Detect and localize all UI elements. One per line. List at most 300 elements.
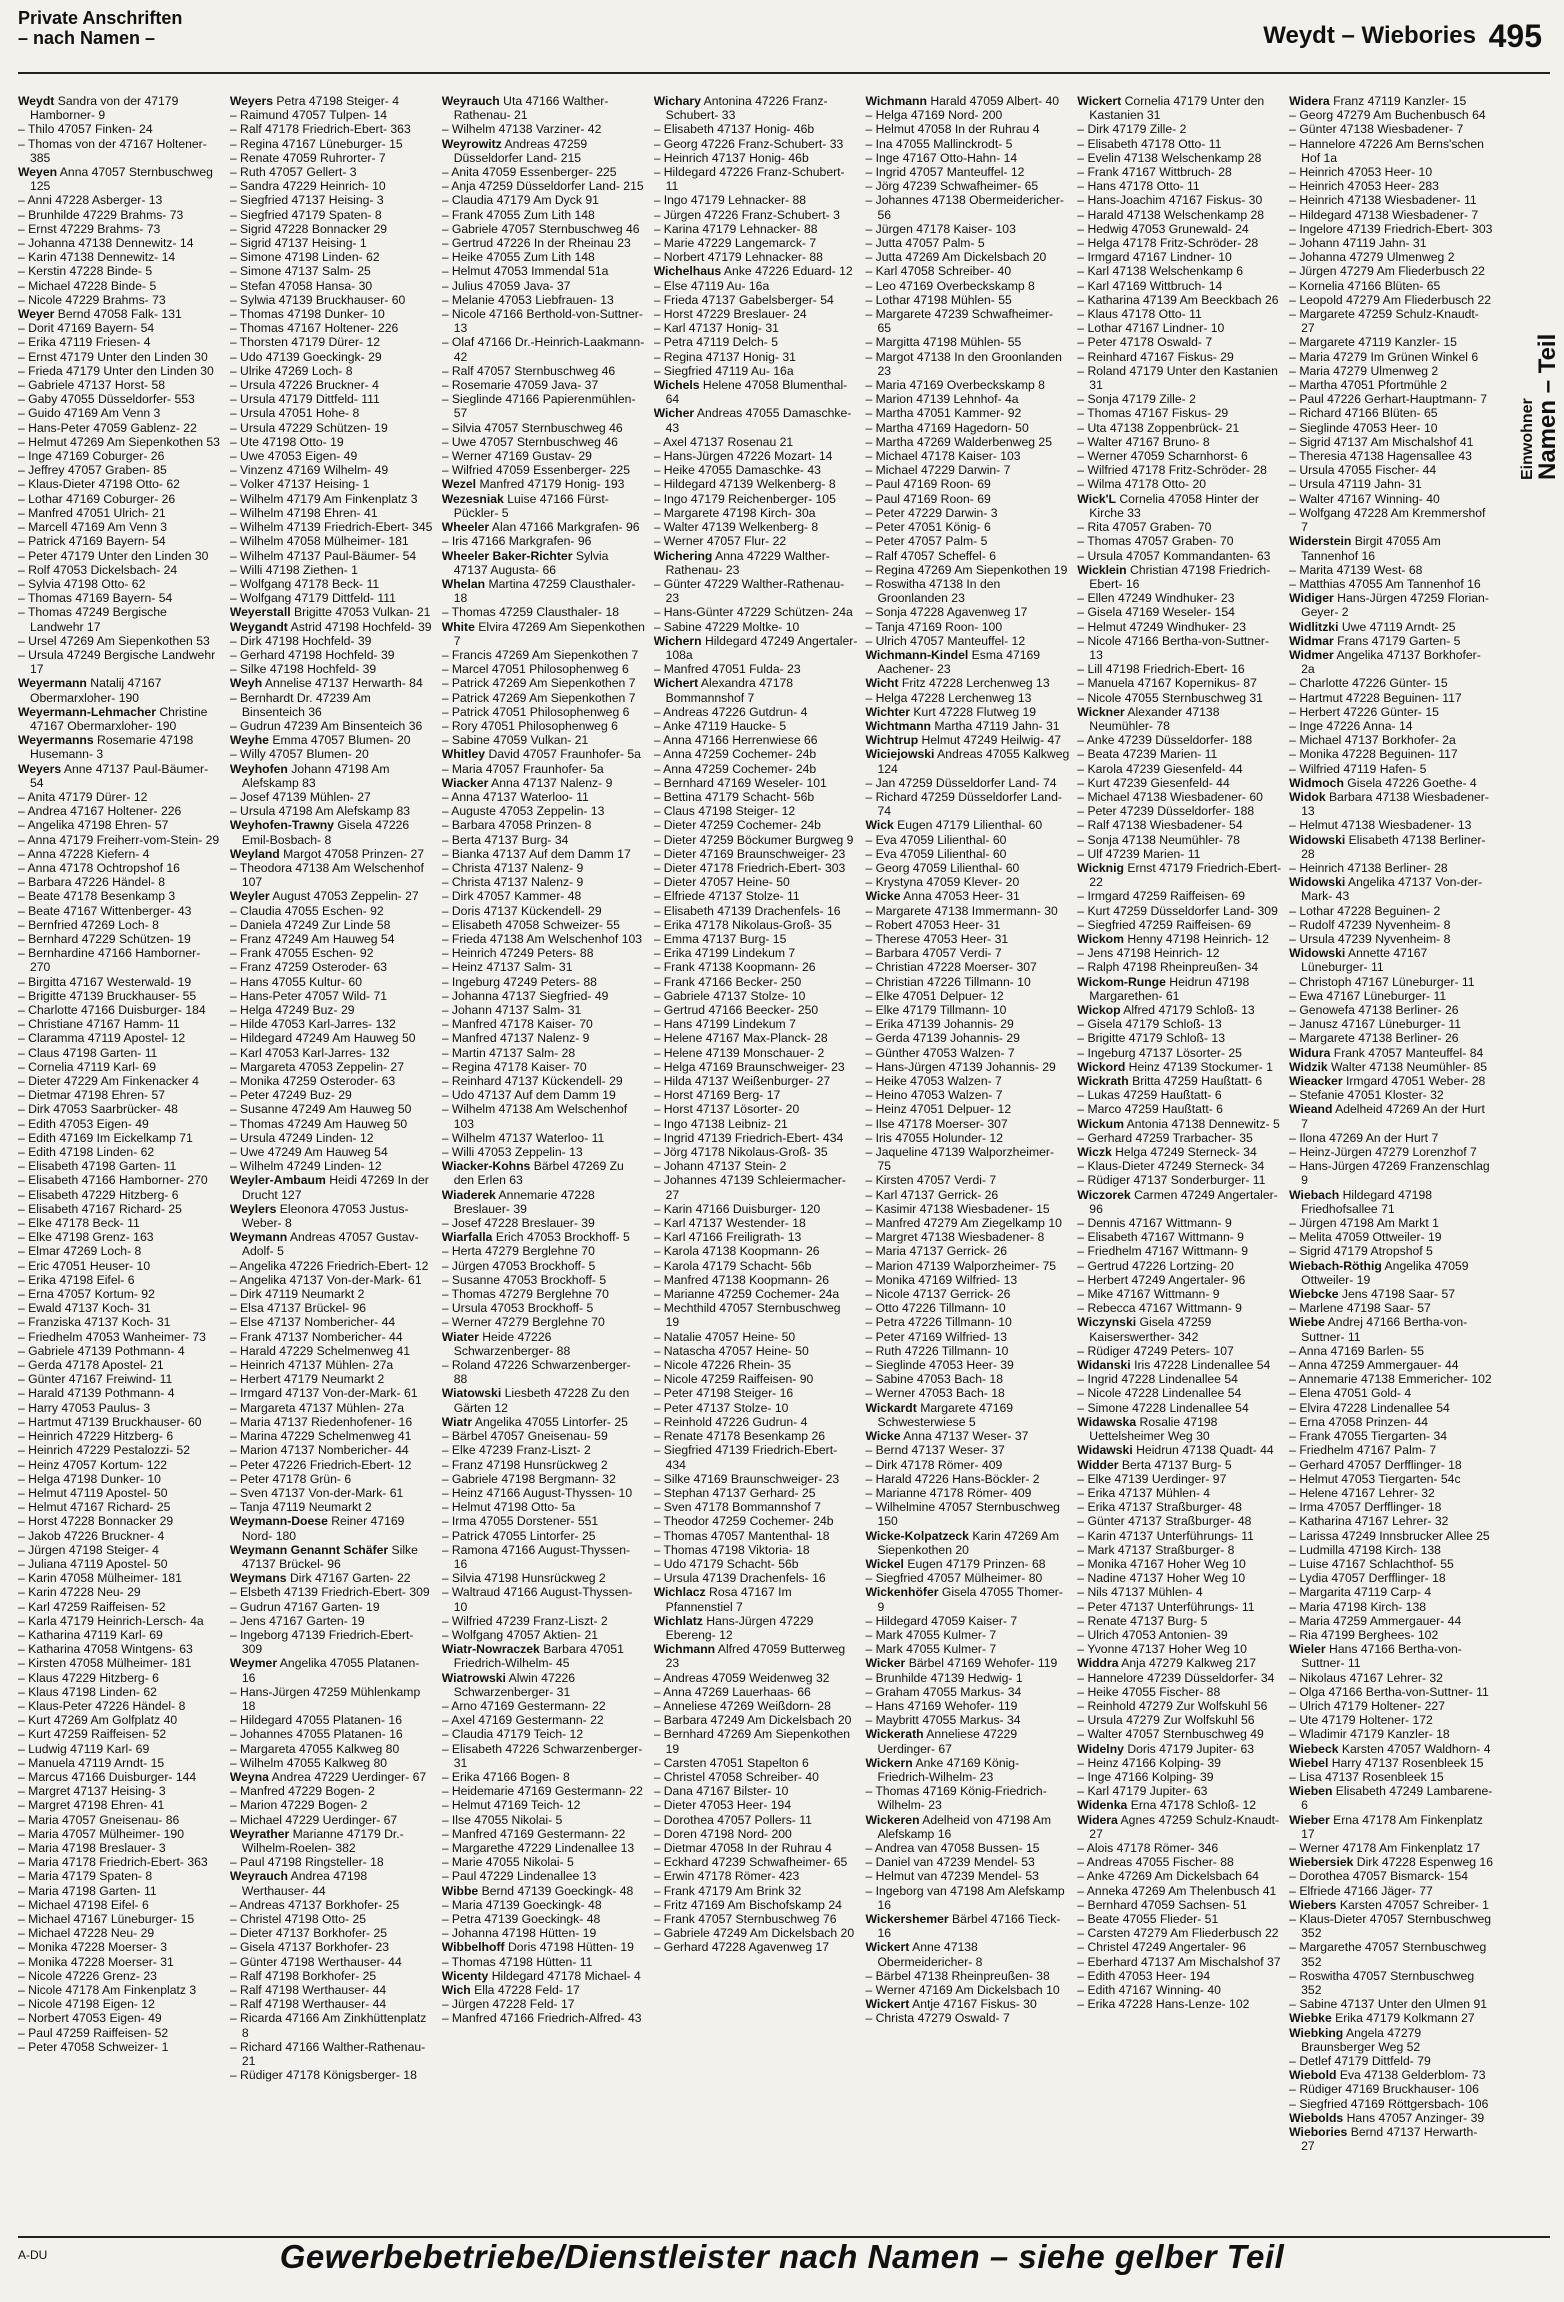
surname: Wickert — [865, 1940, 910, 1955]
listing-entry — [1077, 534, 1281, 548]
listing-entry — [865, 1784, 1069, 1812]
listing-entry — [1289, 1614, 1493, 1628]
entry-details: Barbara 47051 Friedrich-Wilhelm- 45 — [453, 1642, 624, 1671]
listing-entry — [442, 94, 646, 122]
listing-entry — [865, 1330, 1069, 1344]
surname: Wibbelhoff — [441, 1940, 505, 1955]
entry-details: – Erika 47166 Bogen- 8 — [441, 1769, 570, 1784]
listing-entry — [654, 1202, 858, 1216]
listing-entry — [18, 1912, 222, 1926]
listing-entry — [654, 1088, 858, 1102]
listing-entry — [442, 918, 646, 932]
surname: Widowski — [1289, 875, 1346, 890]
listing-entry — [1077, 747, 1281, 761]
entry-details: – Emma 47137 Burg- 15 — [653, 931, 787, 946]
listing-entry — [1289, 1813, 1493, 1841]
listing-entry — [865, 1614, 1069, 1628]
listing-entry — [865, 733, 1069, 747]
entry-details: – Karl 47053 Karl-Jarres- 132 — [229, 1045, 390, 1060]
surname: Weygandt — [229, 619, 288, 634]
entry-details: – Ingeburg 47249 Peters- 88 — [441, 974, 597, 989]
listing-entry — [865, 932, 1069, 946]
entry-details: Christine 47167 Obermarxloher- 190 — [30, 704, 208, 733]
entry-details: – Johannes 47139 Schleiermacher- 27 — [653, 1173, 846, 1202]
entry-details: – Renate 47178 Besenkamp 26 — [653, 1429, 826, 1444]
entry-details: – Walter 47167 Winning- 40 — [1289, 491, 1440, 506]
entry-details: – Christa 47137 Nalenz- 9 — [441, 860, 584, 875]
listing-entry — [1289, 1699, 1493, 1713]
listing-entry — [1077, 94, 1281, 122]
entry-details: – Irmgard 47137 Von-der-Mark- 61 — [229, 1386, 418, 1401]
surname: Widowski — [1289, 946, 1346, 961]
listing-entry — [442, 1642, 646, 1670]
listing-entry — [865, 1940, 1069, 1968]
listing-entry — [865, 1841, 1069, 1855]
listing-entry — [230, 94, 434, 108]
listing-entry — [1077, 1571, 1281, 1585]
listing-entry — [18, 1244, 222, 1258]
listing-entry — [865, 691, 1069, 705]
listing-entry — [654, 719, 858, 733]
listing-entry — [865, 861, 1069, 875]
listing-entry — [865, 1046, 1069, 1060]
surname: Weyrather — [229, 1826, 290, 1841]
listing-entry — [1289, 2125, 1493, 2153]
listing-entry — [230, 492, 434, 506]
listing-entry — [18, 421, 222, 435]
listing-entry — [865, 307, 1069, 335]
entry-details: – Ilse 47178 Moerser- 307 — [865, 1116, 1008, 1131]
listing-entry — [654, 1344, 858, 1358]
listing-entry — [18, 1443, 222, 1457]
listing-entry — [1289, 1600, 1493, 1614]
entry-details: – Peter 47198 Steiger- 16 — [653, 1386, 794, 1401]
entry-details: Angelika 47137 Von-der-Mark- 43 — [1301, 875, 1483, 904]
entry-details: – Manfred 47279 Am Ziegelkamp 10 — [865, 1216, 1062, 1231]
entry-details: – Horst 47169 Berg- 17 — [653, 1088, 781, 1103]
entry-details: – Ingo 47179 Reichenberger- 105 — [653, 491, 836, 506]
entry-details: – Heinz 47051 Delpuer- 12 — [865, 1102, 1012, 1117]
entry-details: Hildegard 47249 Angertaler- 108a — [665, 633, 858, 662]
entry-details: – Helene 47167 Max-Planck- 28 — [653, 1031, 828, 1046]
entry-details: Karsten 47057 Schreiber- 1 — [1339, 1897, 1489, 1912]
listing-entry — [865, 1685, 1069, 1699]
listing-entry — [1289, 1046, 1493, 1060]
listing-entry — [1077, 776, 1281, 790]
entry-details: – Heinrich 47138 Wiesbadener- 11 — [1289, 193, 1477, 208]
entry-details: – Elsbeth 47139 Friedrich-Ebert- 309 — [229, 1585, 430, 1600]
listing-entry — [230, 1159, 434, 1173]
surname: Weyrauch — [441, 94, 500, 108]
entry-details: Erna 47178 Schloß- 12 — [1130, 1798, 1257, 1813]
listing-entry — [654, 1813, 858, 1827]
surname: Wickardt — [865, 1400, 917, 1415]
entry-details: – Lothar 47228 Beguinen- 2 — [1289, 903, 1441, 918]
entry-details: – Christa 47279 Oswald- 7 — [865, 2011, 1010, 2026]
entry-details: – Doris 47137 Kückendell- 29 — [441, 903, 602, 918]
surname: Wickern — [865, 1755, 913, 1770]
entry-details: – Alois 47178 Römer- 346 — [1077, 1840, 1219, 1855]
listing-entry — [18, 307, 222, 321]
entry-details: Karsten 47057 Waldhorn- 4 — [1341, 1741, 1491, 1756]
entry-details: – Horst 47137 Lösorter- 20 — [653, 1102, 800, 1117]
entry-details: – Auguste 47053 Zeppelin- 13 — [441, 804, 605, 819]
listing-entry — [230, 2068, 434, 2082]
entry-details: – Willi 47053 Zeppelin- 13 — [441, 1145, 583, 1160]
listing-entry — [865, 790, 1069, 818]
entry-details: – Margarete 47198 Kirch- 30a — [653, 505, 816, 520]
entry-details: – Ursula 47055 Fischer- 44 — [1289, 463, 1437, 478]
entry-details: – Ruth 47057 Gellert- 3 — [229, 165, 357, 180]
entry-details: – Richard 47166 Blüten- 65 — [1289, 406, 1438, 421]
entry-details: – Bärbel 47138 Rheinpreußen- 38 — [865, 1968, 1050, 1983]
listing-entry — [230, 733, 434, 747]
entry-details: – Elisabeth 47229 Hitzberg- 6 — [18, 1187, 179, 1202]
listing-entry — [230, 1386, 434, 1400]
listing-entry — [865, 1259, 1069, 1273]
listing-entry — [230, 1315, 434, 1329]
entry-details: – Heinz 47057 Kortum- 122 — [18, 1457, 168, 1472]
listing-entry — [654, 449, 858, 463]
surname: Wickner — [1077, 704, 1125, 719]
listing-entry — [865, 1855, 1069, 1869]
listing-entry — [442, 889, 646, 903]
entry-details: – Hildegard 47226 Franz-Schubert- 11 — [653, 165, 845, 194]
entry-details: – Monika 47259 Osteroder- 63 — [229, 1074, 396, 1089]
listing-entry — [865, 179, 1069, 193]
entry-details: – Horst 47228 Bonnacker 29 — [18, 1514, 174, 1529]
listing-entry — [18, 1188, 222, 1202]
listing-entry — [18, 1074, 222, 1088]
listing-entry — [1289, 1912, 1493, 1940]
listing-entry — [654, 776, 858, 790]
listing-entry — [442, 1301, 646, 1315]
listing-entry — [1289, 1401, 1493, 1415]
entry-details: – Herbert 47179 Neumarkt 2 — [229, 1372, 385, 1387]
listing-entry — [654, 193, 858, 207]
entry-details: – Gabriele 47057 Sternbuschweg 46 — [441, 221, 640, 236]
surname: Weyhofen-Trawny — [229, 818, 334, 833]
listing-entry — [654, 222, 858, 236]
entry-details: – Lothar 47167 Lindner- 10 — [1077, 321, 1225, 336]
entry-details: – Harald 47229 Schelmenweg 41 — [229, 1343, 411, 1358]
listing-entry — [230, 975, 434, 989]
listing-entry — [230, 960, 434, 974]
entry-details: – Berta 47137 Burg- 34 — [441, 832, 569, 847]
entry-details: – Elisabeth 47166 Hamborner- 270 — [18, 1173, 208, 1188]
listing-entry — [654, 1443, 858, 1471]
surname: Wicker — [865, 1656, 906, 1671]
entry-details: – Helmut 47249 Windhuker- 23 — [1077, 619, 1246, 634]
listing-entry — [865, 563, 1069, 577]
entry-details: – Anneka 47269 Am Thelenbusch 41 — [1077, 1883, 1277, 1898]
entry-details: – Bernd 47137 Weser- 37 — [865, 1443, 1005, 1458]
listing-entry — [1077, 1472, 1281, 1486]
entry-details: – Kirsten 47057 Verdi- 7 — [865, 1173, 997, 1188]
entry-details: Silke 47137 Brückel- 96 — [241, 1542, 418, 1571]
listing-entry — [654, 477, 858, 491]
listing-entry — [230, 151, 434, 165]
listing-entry — [18, 1713, 222, 1727]
listing-entry — [1077, 1770, 1281, 1784]
entry-details: – Dieter 47178 Friedrich-Ebert- 303 — [653, 860, 846, 875]
entry-details: Anna 47057 Sternbuschweg 125 — [30, 165, 213, 194]
entry-details: – Sandra 47229 Heinrich- 10 — [229, 179, 386, 194]
surname: Wiczynski — [1077, 1315, 1137, 1330]
listing-entry — [1077, 1713, 1281, 1727]
listing-entry — [1077, 1372, 1281, 1386]
entry-details: – Eva 47059 Lilienthal- 60 — [865, 846, 1007, 861]
surname: Wibbe — [441, 1883, 479, 1898]
entry-details: – Erika 47137 Straßburger- 48 — [1077, 1500, 1242, 1515]
entry-details: – Hilda 47137 Weißenburger- 27 — [653, 1074, 831, 1089]
listing-entry — [442, 605, 646, 619]
entry-details: – Margret 47138 Wiesbadener- 8 — [865, 1230, 1045, 1245]
entry-details: – Heinrich 47138 Berliner- 28 — [1289, 860, 1448, 875]
listing-entry — [1077, 1244, 1281, 1258]
entry-details: – Ralf 47198 Borkhofer- 25 — [229, 1968, 377, 1983]
listing-entry — [230, 1742, 434, 1756]
surname: Widanski — [1077, 1358, 1131, 1373]
listing-entry — [654, 904, 858, 918]
entry-details: – Peter 47178 Grün- 6 — [229, 1471, 352, 1486]
entry-details: – Klaus-Dieter 47198 Otto- 62 — [18, 477, 180, 492]
listing-entry — [865, 1585, 1069, 1613]
listing-entry — [1077, 1344, 1281, 1358]
entry-details: – Karl 47058 Schreiber- 40 — [865, 264, 1012, 279]
entry-details: – Marina 47229 Schelmenweg 41 — [229, 1429, 412, 1444]
entry-details: Anne 47137 Paul-Bäumer- 54 — [30, 761, 209, 790]
listing-entry — [1289, 2097, 1493, 2111]
surname: Wickum — [1077, 1116, 1124, 1131]
entry-details: Heinz 47139 Stockumer- 1 — [1128, 1059, 1273, 1074]
listing-entry — [18, 1031, 222, 1045]
listing-entry — [1289, 1458, 1493, 1472]
entry-details: – Johanna 47198 Hütten- 19 — [441, 1926, 597, 1941]
entry-details: – Inge 47167 Otto-Hahn- 14 — [865, 150, 1018, 165]
listing-entry — [442, 1727, 646, 1741]
listing-entry — [1077, 208, 1281, 222]
entry-details: – Margareta 47053 Zeppelin- 27 — [229, 1059, 404, 1074]
entry-details: – Sigrid 47137 Heising- 1 — [229, 236, 367, 251]
listing-entry — [865, 1884, 1069, 1912]
listing-entry — [865, 193, 1069, 221]
entry-details: – Ursula 47198 Am Alefskamp 83 — [229, 804, 411, 819]
listing-entry — [865, 875, 1069, 889]
entry-details: – Evelin 47138 Welschenkamp 28 — [1077, 150, 1262, 165]
entry-details: – Uwe 47053 Eigen- 49 — [229, 449, 358, 464]
listing-entry — [1289, 1756, 1493, 1770]
entry-details: – Dirk 47198 Hochfeld- 39 — [229, 633, 372, 648]
listing-entry — [18, 406, 222, 420]
surname: Wicke — [865, 1429, 901, 1444]
listing-entry — [18, 1102, 222, 1116]
side-tab-text — [1518, 270, 1561, 480]
entry-details: – Heinrich 47137 Mühlen- 27a — [229, 1358, 394, 1373]
surname: Wickershemer — [865, 1912, 949, 1926]
listing-entry — [18, 534, 222, 548]
entry-details: – Anna 47137 Waterloo- 11 — [441, 789, 589, 804]
listing-entry — [865, 1727, 1069, 1755]
listing-entry — [442, 861, 646, 875]
listing-entry — [18, 1884, 222, 1898]
entry-details: – Gisela 47179 Schloß- 13 — [1077, 1017, 1222, 1032]
listing-entry — [442, 1713, 646, 1727]
listing-entry — [442, 549, 646, 577]
listing-entry — [1077, 1600, 1281, 1614]
entry-details: Rosa 47167 Im Pfannenstiel 7 — [665, 1585, 792, 1614]
entry-details: – Harry 47053 Paulus- 3 — [18, 1400, 151, 1415]
entry-details: – Nicole 47226 Rhein- 35 — [653, 1358, 792, 1373]
entry-details: Heidrun 47198 Margarethen- 61 — [1089, 974, 1250, 1003]
entry-details: – Margarete 47239 Schwafheimer- 65 — [865, 307, 1054, 336]
surname: Wiczk — [1077, 1145, 1112, 1160]
listing-entry — [442, 122, 646, 136]
entry-details: – Natalie 47057 Heine- 50 — [653, 1329, 796, 1344]
entry-details: – Ewa 47167 Lüneburger- 11 — [1289, 988, 1447, 1003]
entry-details: – Thomas 47167 Fiskus- 29 — [1077, 406, 1229, 421]
listing-entry — [1289, 449, 1493, 463]
listing-entry — [1289, 875, 1493, 903]
entry-details: – Hannelore 47226 Am Berns'schen Hof 1a — [1289, 136, 1484, 165]
listing-entry — [230, 1997, 434, 2011]
listing-entry — [1077, 634, 1281, 662]
listing-entry — [230, 691, 434, 719]
listing-entry — [230, 620, 434, 634]
listing-entry — [442, 1458, 646, 1472]
entry-details: – Irma 47055 Dorstener- 551 — [441, 1514, 599, 1529]
surname: Widmar — [1289, 633, 1334, 648]
listing-entry — [442, 662, 646, 676]
surname: Wieacker — [1289, 1074, 1343, 1089]
entry-details: – Lothar 47198 Mühlen- 55 — [865, 292, 1012, 307]
entry-details: – Helmut 47053 Tiergarten- 54c — [1289, 1471, 1461, 1486]
entry-details: – Anni 47228 Asberger- 13 — [18, 193, 163, 208]
entry-details: August 47053 Zeppelin- 27 — [272, 889, 419, 904]
surname: Weyler — [229, 889, 270, 904]
entry-details: Anna 47053 Heer- 31 — [903, 889, 1020, 904]
listing-entry — [654, 1117, 858, 1131]
entry-details: – Marianne 47178 Römer- 409 — [865, 1485, 1032, 1500]
entry-details: – Heidemarie 47169 Gestermann- 22 — [441, 1784, 643, 1799]
listing-entry — [442, 719, 646, 733]
entry-details: – Monika 47228 Moerser- 3 — [18, 1940, 168, 1955]
entry-details: – Roswitha 47138 In den Groonlanden 23 — [865, 576, 1001, 606]
listing-entry — [442, 1614, 646, 1628]
listing-entry — [18, 1330, 222, 1344]
listing-entry — [1289, 1429, 1493, 1443]
entry-details: – Andreas 47059 Weidenweg 32 — [653, 1670, 830, 1685]
listing-entry — [654, 733, 858, 747]
surname: Weyers — [18, 761, 62, 776]
entry-details: – Thomas 47198 Hütten- 11 — [441, 1954, 593, 1969]
listing-entry — [1077, 421, 1281, 435]
entry-details: – Anita 47179 Dürer- 12 — [18, 789, 148, 804]
listing-entry — [442, 392, 646, 420]
listing-column — [230, 94, 434, 2210]
entry-details: – Heike 47055 Fischer- 88 — [1077, 1684, 1221, 1699]
entry-details: – Marita 47139 West- 68 — [1289, 562, 1423, 577]
listing-entry — [230, 108, 434, 122]
listing-entry — [1077, 620, 1281, 634]
listing-entry — [1289, 1514, 1493, 1528]
entry-details: – Bianka 47137 Auf dem Damm 17 — [441, 846, 631, 861]
listing-entry — [1077, 520, 1281, 534]
entry-details: – Nicole 47178 Am Finkenplatz 3 — [18, 1983, 197, 1998]
listing-entry — [230, 137, 434, 151]
entry-details: – Heinrich 47229 Pestalozzi- 52 — [18, 1443, 191, 1458]
entry-details: – Frieda 47179 Unter den Linden 30 — [18, 363, 214, 378]
entry-details: – Sieglinde 47053 Heer- 39 — [865, 1358, 1014, 1373]
entry-details: Harald 47059 Albert- 40 — [930, 94, 1060, 108]
entry-details: – Wilfried 47119 Hafen- 5 — [1289, 761, 1427, 776]
entry-details: – Rebecca 47167 Wittmann- 9 — [1077, 1301, 1242, 1316]
listing-entry — [230, 1145, 434, 1159]
entry-details: – Claudia 47179 Am Dyck 91 — [441, 193, 599, 208]
listing-entry — [18, 1827, 222, 1841]
listing-entry — [1077, 435, 1281, 449]
entry-details: – Sonja 47228 Agavenweg 17 — [865, 605, 1028, 620]
listing-entry — [442, 1159, 646, 1187]
surname: Wickeren — [865, 1812, 920, 1827]
listing-entry — [654, 946, 858, 960]
listing-entry — [442, 1472, 646, 1486]
entry-details: Angelika 47059 Ottweiler- 19 — [1301, 1258, 1469, 1287]
listing-entry — [442, 279, 646, 293]
surname: Wichmann-Kindel — [865, 647, 969, 662]
listing-entry — [654, 1529, 858, 1543]
listing-entry — [1077, 1500, 1281, 1514]
listing-entry — [1077, 960, 1281, 974]
entry-details: Angelika 47137 Borkhofer- 2a — [1301, 647, 1481, 677]
entry-details: – Ralf 47057 Scheffel- 6 — [865, 548, 996, 563]
listing-entry — [865, 1386, 1069, 1400]
entry-details: – Jan 47259 Düsseldorfer Land- 74 — [865, 775, 1057, 790]
surname: Wiebking — [1289, 2025, 1344, 2040]
listing-entry — [654, 1472, 858, 1486]
listing-entry — [18, 1756, 222, 1770]
entry-details: – Roland 47179 Unter den Kastanien 31 — [1077, 363, 1278, 393]
listing-entry — [230, 818, 434, 846]
listing-entry — [865, 1656, 1069, 1670]
entry-details: – Ingo 47179 Lehnacker- 88 — [653, 193, 807, 208]
entry-details: – Thomas 47057 Mantenthal- 18 — [653, 1528, 830, 1543]
entry-details: – Marion 47139 Walporzheimer- 75 — [865, 1258, 1057, 1273]
listing-entry — [865, 818, 1069, 832]
entry-details: – Johanna 47279 Ulmenweg 2 — [1289, 250, 1455, 265]
surname: Wicke-Kolpatzeck — [865, 1528, 969, 1543]
entry-details: – Wilhelmine 47057 Sternbuschweg 150 — [865, 1500, 1060, 1529]
listing-entry — [865, 1699, 1069, 1713]
listing-entry — [1077, 1117, 1281, 1131]
entry-details: – Margarete 47138 Berliner- 26 — [1289, 1031, 1459, 1046]
entry-details: – Heinz-Jürgen 47279 Lorenzhof 7 — [1289, 1145, 1477, 1160]
surname: Wicht — [865, 676, 899, 691]
listing-entry — [230, 1500, 434, 1514]
entry-details: – Susanne 47053 Brockhoff- 5 — [441, 1272, 607, 1287]
listing-entry — [1077, 151, 1281, 165]
surname: Wiebersiek — [1289, 1855, 1354, 1870]
listing-entry — [1077, 1656, 1281, 1670]
listing-entry — [1077, 1259, 1281, 1273]
entry-details: – Johannes 47138 Obermeidericher- 56 — [865, 193, 1064, 222]
listing-entry — [442, 250, 646, 264]
entry-details: Ella 47228 Feld- 17 — [474, 1983, 580, 1998]
surname: Wichels — [653, 378, 700, 393]
entry-details: Luise 47166 Fürst-Pückler- 5 — [453, 491, 609, 520]
listing-entry — [230, 2040, 434, 2068]
entry-details: Astrid 47198 Hochfeld- 39 — [290, 619, 432, 634]
